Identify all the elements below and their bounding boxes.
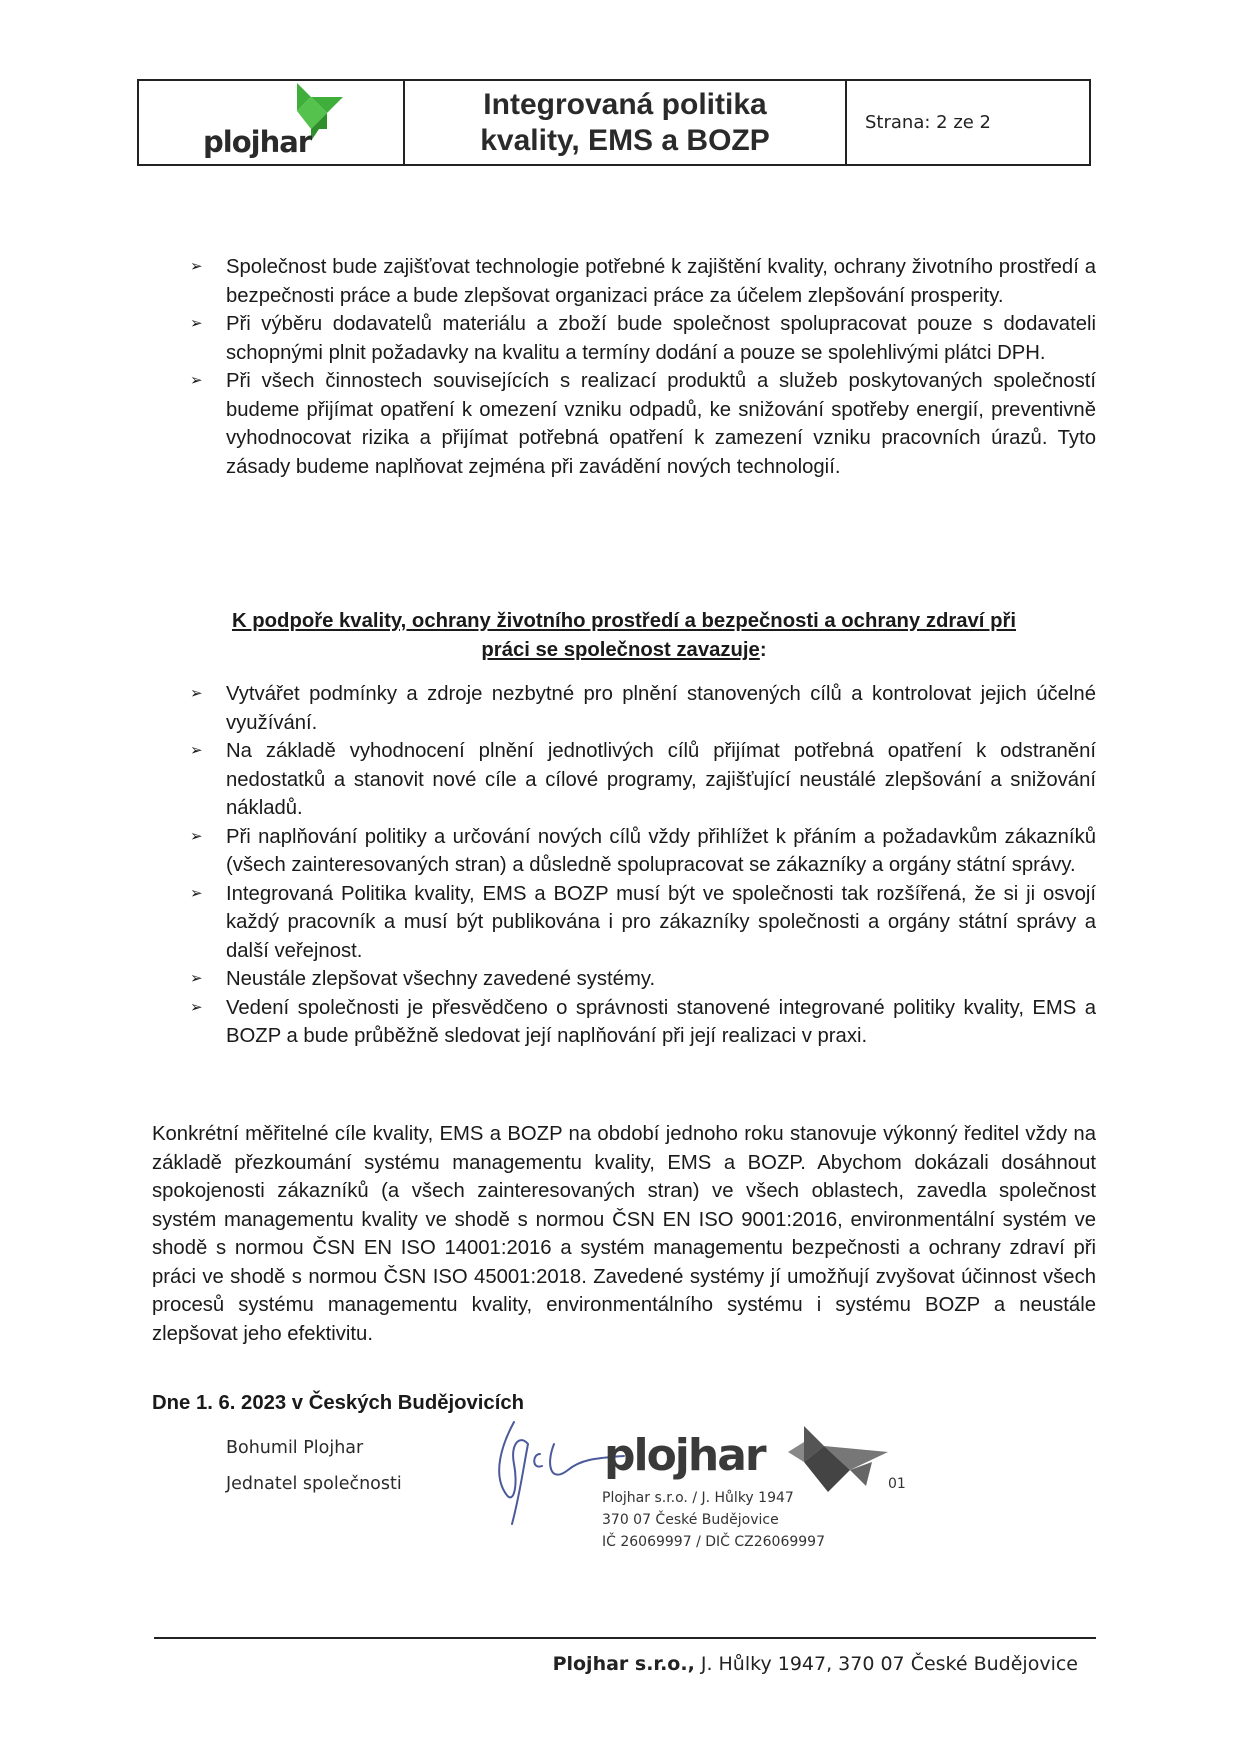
list-item: ➢ Vedení společnosti je přesvědčeno o správnosti stanovené integrované politiky kvality, EMS a BOZP a bude průběžně sledovat její naplňování při její realizaci v praxi. <box>152 994 1096 1051</box>
footer-address <box>553 1653 1078 1675</box>
footer-company: Plojhar s.r.o., <box>552 1653 695 1675</box>
arrow-bullet-icon: ➢ <box>190 884 203 902</box>
document-title-line2: kvality, EMS a BOZP <box>480 123 770 157</box>
section-heading: K podpoře kvality, ochrany životního prostředí a bezpečnosti a ochrany zdraví při práci se společnost zavazuje: <box>232 610 1016 661</box>
arrow-bullet-icon: ➢ <box>190 258 203 275</box>
list-item: ➢ Integrovaná Politika kvality, EMS a BOZP musí být ve společnosti tak rozšířená, že si ji osvojí každý pracovník a musí být publikována i pro zákazníky společnosti a orgány státní správy a další veřejnost. <box>152 880 1096 966</box>
stamp-bird-icon <box>788 1422 903 1497</box>
header-logo-cell <box>139 81 405 164</box>
document-title-line1: Integrovaná politika <box>483 87 767 121</box>
stamp-address-line1: Plojhar s.r.o. / J. Hůlky 1947 <box>602 1490 794 1506</box>
stamp-address-line2: 370 07 České Budějovice <box>602 1512 779 1528</box>
list-item: ➢ Při všech činnostech souvisejících s realizací produktů a služeb poskytovaných společností budeme přijímat opatření k omezení vzniku odpadů, ke snižování spotřeby energií, preventivně vyhodnocovat rizika a přijímat potřebná opatření k zamezení vzniku pracovních úrazů. Tyto zásady budeme naplňovat zejména při zavádění nových technologií. <box>152 367 1096 481</box>
footer-divider <box>154 1637 1096 1639</box>
stamp-ids-line: IČ 26069997 / DIČ CZ26069997 <box>602 1534 825 1550</box>
list-item: ➢ Na základě vyhodnocení plnění jednotlivých cílů přijímat potřebná opatření k odstranění nedostatků a stanovit nové cíle a cílové programy, zajišťující neustálé zlepšování a snižování nákladů. <box>152 737 1096 823</box>
commitment-bullet-list <box>152 680 1096 1051</box>
list-item: ➢ Vytvářet podmínky a zdroje nezbytné pro plnění stanovených cílů a kontrolovat jejich účelné využívání. <box>152 680 1096 737</box>
list-item: ➢ Při naplňování politiky a určování nových cílů vždy přihlížet k přáním a požadavkům zákazníků (všech zainteresovaných stran) a důsledně spolupracovat se zákazníky a orgány státní správy. <box>152 823 1096 880</box>
arrow-bullet-icon: ➢ <box>190 998 203 1016</box>
section-heading-line1: K podpoře kvality, ochrany životního prostředí a bezpečnosti a ochrany zdraví při <box>232 610 1016 632</box>
signer-name: Bohumil Plojhar <box>226 1438 364 1458</box>
arrow-bullet-icon: ➢ <box>190 827 203 845</box>
footer-address-text: J. Hůlky 1947, 370 07 České Budějovice <box>694 1653 1078 1675</box>
plojhar-logo-text: plojhar <box>203 125 312 159</box>
signer-role: Jednatel společnosti <box>226 1474 402 1494</box>
section-heading-line2: práci se společnost zavazuje <box>481 638 760 661</box>
stamp-mark: 01 <box>888 1476 906 1492</box>
list-item: ➢ Při výběru dodavatelů materiálu a zboží bude společnost spolupracovat pouze s dodavateli schopnými plnit požadavky na kvalitu a termíny dodání a pouze se spolehlivými plátci DPH. <box>152 310 1096 367</box>
arrow-bullet-icon: ➢ <box>190 742 203 759</box>
arrow-bullet-icon: ➢ <box>190 685 203 702</box>
date-place-line: Dne 1. 6. 2023 v Českých Budějovicích <box>152 1392 525 1414</box>
top-bullet-list-container <box>152 253 1096 481</box>
arrow-bullet-icon: ➢ <box>190 372 203 389</box>
arrow-bullet-icon: ➢ <box>190 315 203 332</box>
top-bullet-list <box>152 253 1096 481</box>
stamp-logo-text: plojhar <box>604 1430 765 1481</box>
document-header <box>137 79 1091 166</box>
list-item: ➢ Neustále zlepšovat všechny zavedené systémy. <box>152 965 1096 994</box>
header-title-cell <box>405 81 847 164</box>
list-item: ➢ Společnost bude zajišťovat technologie potřebné k zajištění kvality, ochrany životního prostředí a bezpečnosti práce a bude zlepšovat organizaci práce za účelem zlepšování prosperity. <box>152 253 1096 310</box>
arrow-bullet-icon: ➢ <box>190 970 203 987</box>
commitment-bullet-list-container <box>152 680 1096 1051</box>
body-paragraph: Konkrétní měřitelné cíle kvality, EMS a BOZP na období jednoho roku stanovuje výkonný ředitel vždy na základě přezkoumání systému managementu kvality, EMS a BOZP. Abychom dokázali dosáhnout spokojenosti zákazníků (a všech zainteresovaných stran) ve všech oblastech, zavedla společnost systém managementu kvality ve shodě s normou ČSN EN ISO 9001:2016, environmentální systém ve shodě s normou ČSN EN ISO 14001:2016 a systém managementu bezpečnosti a ochrany zdraví při práci ve shodě s normou ČSN ISO 45001:2018. Zavedené systémy jí umožňují zvyšovat účinnost všech procesů systému managementu kvality, environmentálního systému i systému BOZP a neustále zlepšovat jeho efektivitu. <box>152 1123 1096 1345</box>
page-number: Strana: 2 ze 2 <box>865 112 992 133</box>
